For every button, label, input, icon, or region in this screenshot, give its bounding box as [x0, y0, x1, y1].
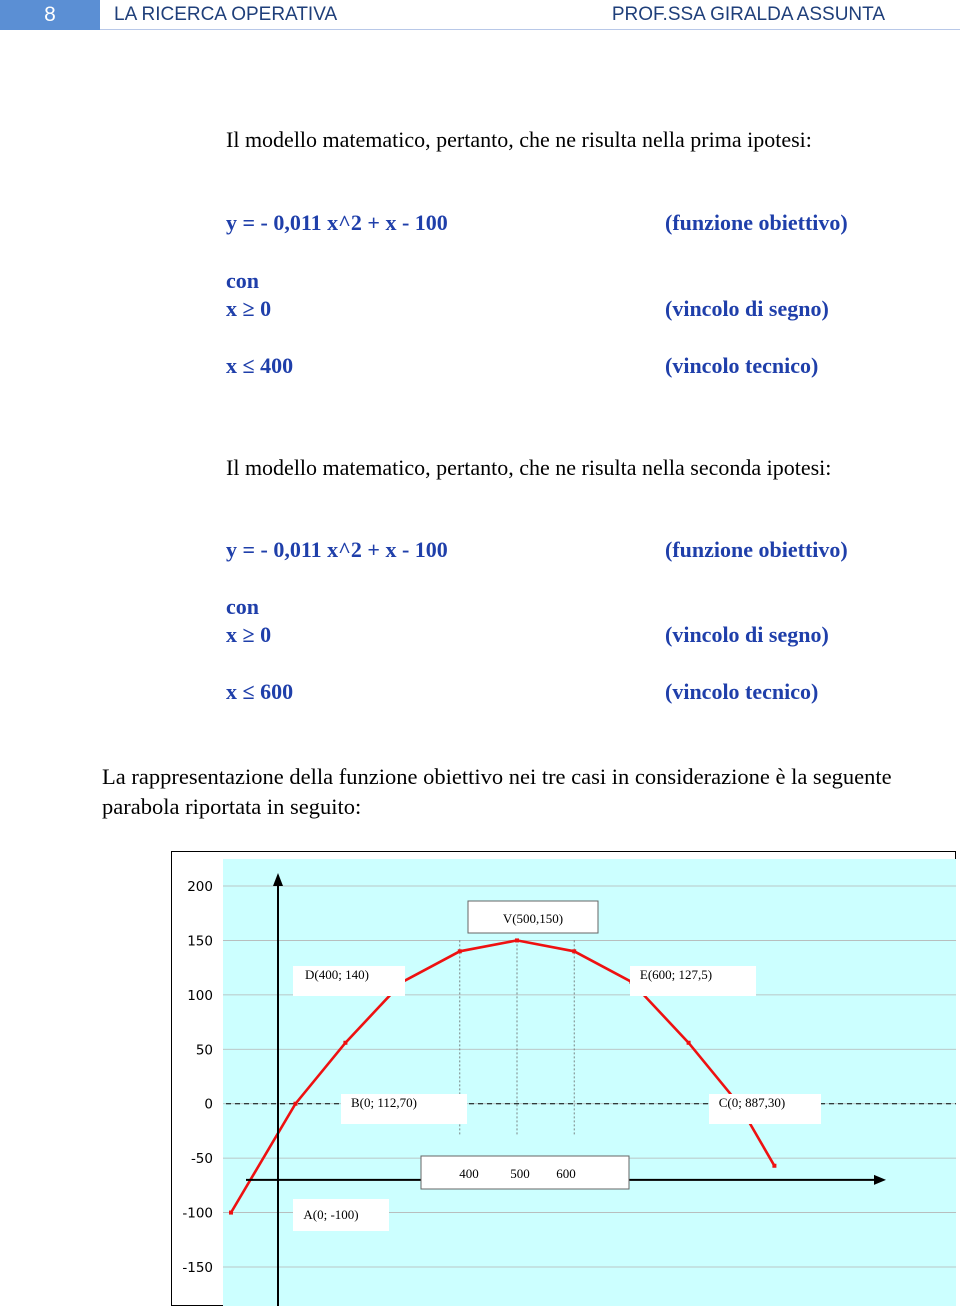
first-tech-constraint-note: (vincolo tecnico) [665, 353, 819, 378]
chart-description: La rappresentazione della funzione obiettivo nei tre casi in considerazione è la seguente parabola riportata in seguito: [102, 764, 892, 819]
page-header [0, 0, 960, 30]
first-objective-function: y = - 0,011 x^2 + x - 100 [226, 210, 448, 235]
label-point-a: A(0; -100) [303, 1207, 359, 1222]
header-divider [100, 29, 960, 30]
first-model-intro: Il modello matematico, pertanto, che ne risulta nella prima ipotesi: [226, 127, 812, 152]
first-tech-constraint: x ≤ 400 [226, 353, 294, 378]
label-point-b: B(0; 112,70) [351, 1095, 417, 1110]
data-point [572, 949, 576, 953]
second-tech-constraint: x ≤ 600 [226, 679, 294, 704]
x-tick-label: 400 [459, 1166, 479, 1181]
x-tick-label: 500 [510, 1166, 530, 1181]
label-vertex: V(500,150) [502, 911, 564, 926]
header-author: PROF.SSA GIRALDA ASSUNTA [611, 4, 885, 25]
parabola-chart [171, 851, 956, 1306]
label-point-e: E(600; 127,5) [639, 967, 713, 982]
data-point [515, 938, 519, 942]
second-objective-function: y = - 0,011 x^2 + x - 100 [226, 537, 448, 562]
y-tick-label: -100 [182, 1205, 213, 1222]
y-tick-label: 100 [187, 987, 213, 1004]
header-title: LA RICERCA OPERATIVA [114, 4, 338, 25]
label-point-d: D(400; 140) [305, 967, 369, 982]
data-point [687, 1041, 691, 1045]
y-tick-label: -50 [190, 1151, 213, 1168]
second-sign-constraint-note: (vincolo di segno) [665, 622, 829, 647]
data-point [458, 949, 462, 953]
second-tech-constraint-note: (vincolo tecnico) [665, 679, 819, 704]
data-point [293, 1102, 297, 1106]
first-objective-note: (funzione obiettivo) [665, 210, 848, 235]
second-objective-note: (funzione obiettivo) [665, 537, 848, 562]
second-con-label: con [226, 594, 259, 619]
y-tick-label: 200 [187, 879, 213, 895]
x-tick-label: 600 [556, 1166, 576, 1181]
y-tick-label: 150 [187, 933, 213, 950]
page-number: 8 [0, 0, 100, 30]
data-point [343, 1041, 347, 1045]
data-point [772, 1164, 776, 1168]
y-tick-label: 0 [204, 1096, 213, 1113]
parabola-chart-svg [171, 851, 956, 1306]
second-model-intro: Il modello matematico, pertanto, che ne risulta nella seconda ipotesi: [226, 455, 832, 480]
y-tick-label: -150 [182, 1260, 213, 1276]
y-tick-label: 50 [195, 1042, 213, 1059]
label-point-c: C(0; 887,30) [718, 1095, 786, 1110]
first-sign-constraint: x ≥ 0 [226, 296, 272, 321]
second-sign-constraint: x ≥ 0 [226, 622, 272, 647]
first-con-label: con [226, 268, 259, 293]
first-sign-constraint-note: (vincolo di segno) [665, 296, 829, 321]
data-point [229, 1211, 233, 1215]
